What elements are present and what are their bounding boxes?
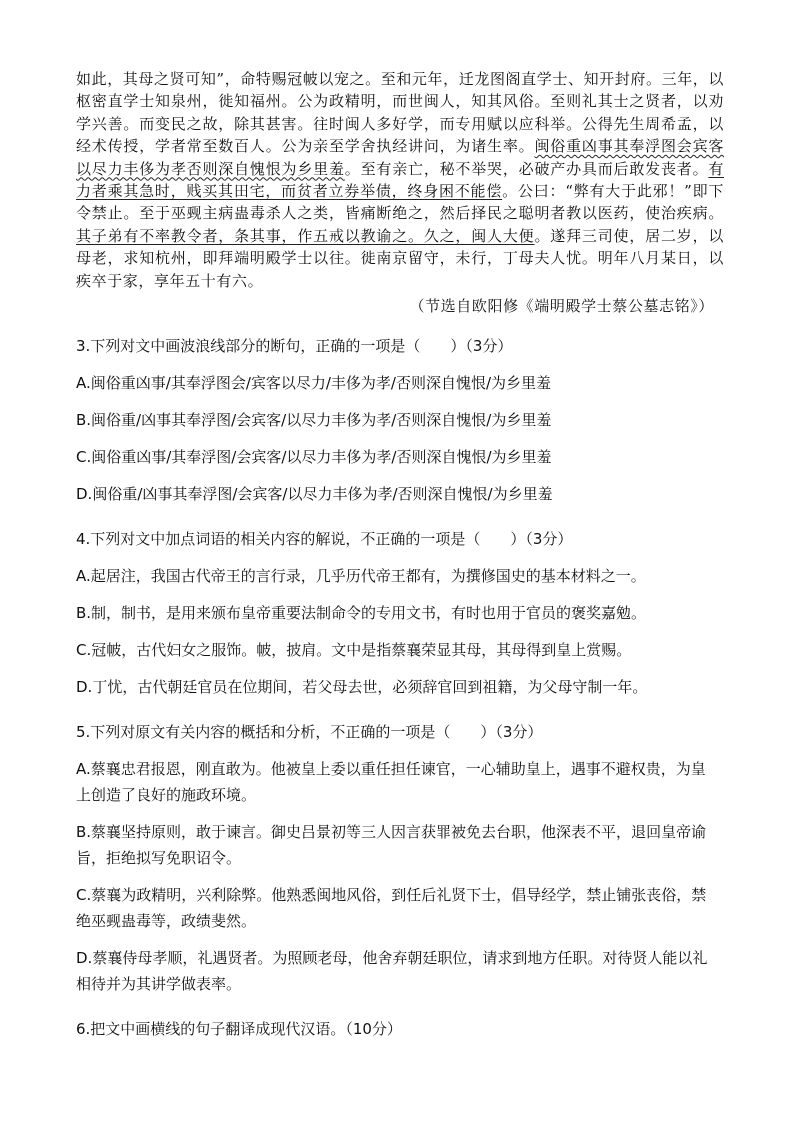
option-b: B.闽俗重/凶事其奉浮图/会宾客/以尽力丰侈为孝/否则深自愧恨/为乡里羞: [76, 411, 552, 429]
option-c: C.闽俗重凶事/其奉浮图/会宾客/以尽力丰侈为孝/否则深自愧恨/为乡里羞: [76, 448, 552, 466]
question-6: [76, 1016, 720, 1042]
question-stem: 5.下列对原文有关内容的概括和分析，不正确的一项是（ ）（3分）: [76, 723, 543, 741]
option-b: B.制，制书，是用来颁布皇帝重要法制命令的专用文书，有时也用于官员的褒奖嘉勉。: [76, 604, 647, 622]
question-stem: 6.把文中画横线的句子翻译成现代汉语。（10分）: [76, 1020, 402, 1038]
question-stem: 3.下列对文中画波浪线部分的断句，正确的一项是（ ）（3分）: [76, 337, 513, 355]
question-stem: 4.下列对文中加点词语的相关内容的解说，不正确的一项是（ ）（3分）: [76, 530, 573, 548]
underlined-sentence-1: 有力者乘其急时，贱买其田宅，而贫者立券举债，终身困不能偿: [76, 159, 724, 201]
passage-text: 。至有亲亡，秘不举哭，必破产办具而后敢发丧者。: [344, 159, 709, 178]
question-3: [76, 333, 720, 507]
classical-passage: [76, 68, 724, 292]
passage-text: 。公曰：“弊有大于此邪！”即下令禁止。至于巫觋主病蛊毒杀人之类，皆痛断绝之，然后择民之聪明者教以医药，使治疾病。: [76, 182, 725, 223]
option-a: A.起居注，我国古代帝王的言行录，几乎历代帝王都有，为撰修国史的基本材料之一。: [76, 567, 646, 585]
option-d: D.蔡襄侍母孝顺，礼遇贤者。为照顾老母，他舍弃朝廷职位，请求到地方任职。对待贤人能以礼相待并为其讲学做表率。: [76, 949, 708, 993]
option-d: D.闽俗重/凶事其奉浮图/会宾客/以尽力丰侈为孝/否则深自愧恨/为乡里羞: [76, 485, 553, 503]
option-d: D.丁忧，古代朝廷官员在位期间，若父母去世，必须辞官回到祖籍，为父母守制一年。: [76, 678, 648, 696]
passage-source: （节选自欧阳修《端明殿学士蔡公墓志铭》）: [409, 297, 714, 315]
option-c: C.蔡襄为政精明，兴利除弊。他熟悉闽地风俗，到任后礼贤下士，倡导经学，禁止铺张丧俗，禁绝巫觋蛊毒等，政绩斐然。: [76, 886, 707, 930]
passage-text: 如此，其母之贤可知”，命特赐冠帔以宠之。至和元年，迁龙图阁直学士、知开封府。三年，以枢密直学士知泉州，徙知福州。公为政精明，而世闽人，知其风俗。至则礼其士之贤者，以劝学兴善。而变民之故，除其甚害。往时闽人多好学，而专用赋以应科举。公得先生周希孟，以经术传授，学者常至数百人。公为亲至学舍执经讲问，为诸生率。: [76, 70, 724, 156]
option-b: B.蔡襄坚持原则，敢于谏言。御史吕景初等三人因言获罪被免去台职，他深表不平，退回皇帝谕旨，拒绝拟写免职诏令。: [76, 823, 707, 867]
option-a: A.闽俗重凶事/其奉浮图会/宾客以尽力/丰侈为孝/否则深自愧恨/为乡里羞: [76, 374, 552, 392]
underlined-sentence-2: 其子弟有不率教令者，条其事，作五戒以教谕之。久之，闽人大便: [76, 226, 535, 245]
question-4: [76, 526, 720, 700]
option-a: A.蔡襄忠君报恩，刚直敢为。他被皇上委以重任担任谏官，一心辅助皇上，遇事不避权贵，为皇上创造了良好的施政环境。: [76, 760, 706, 804]
passage-text: 。遂拜三司使，居二岁，以母老，求知杭州，即拜端明殿学士以往。徙南京留守，未行，丁母夫人忧。明年八月某日，以疾卒于家，享年五十有六。: [76, 226, 725, 290]
option-c: C.冠帔，古代妇女之服饰。帔，披肩。文中是指蔡襄荣显其母，其母得到皇上赏赐。: [76, 641, 632, 659]
question-5: [76, 719, 720, 997]
passage-paragraph: [76, 68, 724, 292]
wavy-underlined-text: 闽俗重凶事其奉浮图会宾客以尽力丰侈为孝否则深自愧恨为乡里羞: [76, 137, 725, 178]
